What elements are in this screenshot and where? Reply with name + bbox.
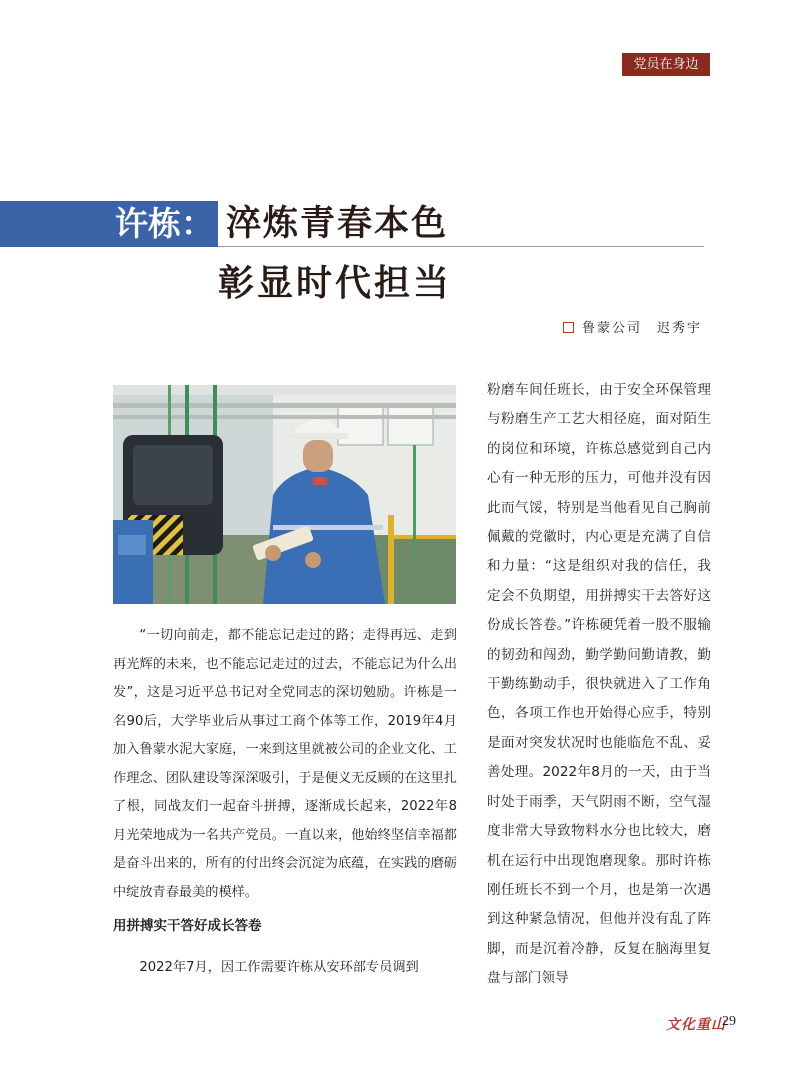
section-tag: 党员在身边 bbox=[622, 53, 710, 76]
article-photo bbox=[113, 385, 456, 604]
worker-photo-illustration bbox=[113, 385, 456, 604]
section-paragraph-start: 2022年7月，因工作需要许栋从安环部专员调到 bbox=[139, 960, 419, 975]
title-divider bbox=[218, 246, 704, 247]
right-column-paragraph: 粉磨车间任班长，由于安全环保管理与粉磨生产工艺大相径庭，面对陌生的岗位和环境，许栋总感觉到自己内心有一种无形的压力，可他并没有因此而气馁，特别是当他看见自己胸前佩戴的党徽时，内心更是充满了自信和力量：“这是组织对我的信任，我定会不负期望，用拼搏实干去答好这份成长答卷。”许栋硬凭着一股不服输的韧劲和闯劲，勤学勤问勤请教，勤干勤练勤动手，很快就进入了工作角色，各项工作也开始得心应手，特别是面对突发状况时也能临危不乱、妥善处理。2022年8月的一天，由于当时处于雨季，天气阴雨不断，空气湿度非常大导致物料水分也比较大，磨机在运行中出现饱磨现象。那时许栋刚任班长不到一个月，也是第一次遇到这种紧急情况，但他并没有乱了阵脚，而是沉着冷静，反复在脑海里复盘与部门领导 bbox=[487, 382, 711, 987]
intro-paragraph: “一切向前走，都不能忘记走过的路；走得再远、走到再光辉的未来，也不能忘记走过的过去，不能忘记为什么出发”，这是习近平总书记对全党同志的深切勉励。许栋是一名90后，大学毕业后从事过工商个体等工作，2019年4月加入鲁蒙水泥大家庭，一来到这里就被公司的企业文化、工作理念、团队建设等深深吸引，于是便义无反顾的在这里扎了根，同战友们一起奋斗拼搏，逐渐成长起来，2022年8月光荣地成为一名共产党员。一直以来，他始终坚信幸福都是奋斗出来的，所有的付出终会沉淀为底蕴，在实践的磨砺中绽放青春最美的模样。 bbox=[113, 628, 457, 900]
right-column bbox=[487, 376, 711, 994]
section-column-start bbox=[113, 954, 457, 983]
title-line-2: 彰显时代担当 bbox=[218, 262, 453, 304]
title-name: 许栋： bbox=[115, 204, 214, 243]
page-number: 29 bbox=[722, 1014, 736, 1029]
title-line-1: 淬炼青春本色 bbox=[226, 203, 449, 244]
intro-column bbox=[113, 622, 457, 907]
byline-text: 鲁蒙公司 迟秀宇 bbox=[581, 321, 702, 336]
section-subheading: 用拼搏实干答好成长答卷 bbox=[113, 918, 262, 934]
square-bullet-icon bbox=[563, 322, 574, 333]
byline bbox=[563, 317, 702, 336]
magazine-logo: 文化重山 bbox=[666, 1017, 726, 1033]
